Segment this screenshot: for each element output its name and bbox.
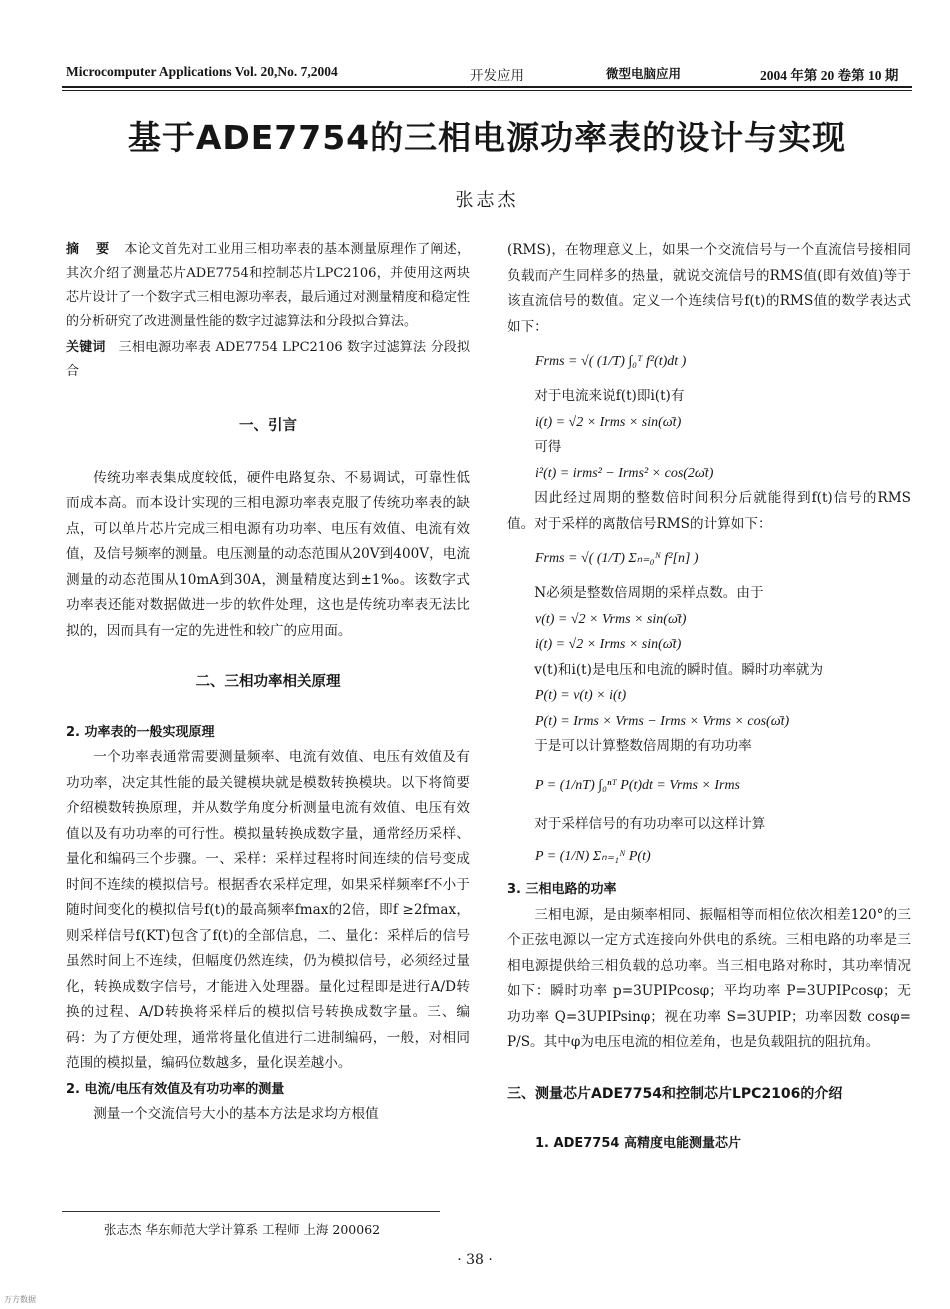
sampled-power-text: 对于采样信号的有功功率可以这样计算 bbox=[534, 815, 766, 832]
footnote-rule bbox=[62, 1211, 440, 1212]
subsection-heading-rms: 2. 电流/电压有效值及有功功率的测量 bbox=[66, 1081, 285, 1097]
keywords bbox=[66, 336, 470, 384]
author-footnote: 张志杰 华东师范大学计算系 工程师 上海 200062 bbox=[104, 1222, 381, 1237]
instant-power-text: v(t)和i(t)是电压和电流的瞬时值。瞬时功率就为 bbox=[534, 661, 824, 678]
section-heading-chips: 三、测量芯片ADE7754和控制芯片LPC2106的介绍 bbox=[507, 1085, 843, 1102]
equation-current-2: i(t) = √2 × Irms × sin(ω̄t) bbox=[535, 637, 682, 652]
equation-instant-power-expanded: P(t) = Irms × Vrms − Irms × Vrms × cos(ω̄t) bbox=[535, 713, 790, 729]
article-title: 基于ADE7754的三相电源功率表的设计与实现 bbox=[127, 118, 847, 157]
subsection-heading-ade7754: 1. ADE7754 高精度电能测量芯片 bbox=[535, 1136, 741, 1151]
header-rule-thin bbox=[62, 90, 912, 91]
principle-paragraph: 一个功率表通常需要测量频率、电流有效值、电压有效值及有功功率，决定其性能的最关键模块就是模数转换模块。以下将简要介绍模数转换原理，并从数学角度分析测量电流有效值、电压有效值以及有功功率的可行性。模拟量转换成数字量，通常经历采样、量化和编码三个步骤。一、采样：采样过程将时间连续的信号变成时间不连续的模拟信号。根据香农采样定理，如果采样频率f不小于随时间变化的模拟信号f(t)的最高频率fmax的2倍，即f ≥2fmax，则采样信号f(KT)包含了f(t)的全部信息，二、量化：采样后的信号虽然时间上不连续，但幅度仍然连续，仍为模拟信号，必须经过量化，转换成数字信号，才能进入处理器。量化过程即是进行A/D转换的过程、A/D转换将采样后的模拟信号转换成数字量。三、编码：为了方便处理，通常将量化值进行二进制编码，一般，对相同范围的模拟量，编码位数越多，量化误差越小。 bbox=[66, 749, 470, 1071]
issue-info: 2004 年第 20 卷第 10 期 bbox=[760, 68, 899, 83]
equation-voltage: v(t) = √2 × Vrms × sin(ω̄t) bbox=[535, 611, 687, 627]
rms-paragraph-start: 测量一个交流信号大小的基本方法是求均方根值 bbox=[93, 1106, 379, 1122]
section-heading-principle: 二、三相功率相关原理 bbox=[195, 674, 341, 690]
equation-frms-discrete: Frms = √( (1/T) Σₙ₌₀ᴺ f²[n] ) bbox=[535, 551, 699, 566]
current-text: 对于电流来说f(t)即i(t)有 bbox=[534, 388, 685, 404]
equation-sampled-power: P = (1/N) Σₙ₌₁ᴺ P(t) bbox=[535, 849, 651, 864]
rms-paragraph-cont: (RMS)，在物理意义上，如果一个交流信号与一个直流信号接相同负载而产生同样多的热量，就说交流信号的RMS值(即有效值)等于该直流信号的数值。定义一个连续信号f(t)的RMS值的数学表达式如下： bbox=[507, 242, 911, 335]
equation-current: i(t) = √2 × Irms × sin(ω̄t) bbox=[535, 414, 682, 430]
journal-name-en: Microcomputer Applications Vol. 20,No. 7,2004 bbox=[66, 64, 338, 79]
left-column bbox=[66, 238, 470, 1128]
equation-instant-power: P(t) = v(t) × i(t) bbox=[535, 688, 627, 703]
intro-paragraph: 传统功率表集成度较低，硬件电路复杂、不易调试，可靠性低而成本高。而本设计实现的三相电源功率表克服了传统功率表的缺点，可以单片芯片完成三相电源有功功率、电压有效值、电流有效值，及信号频率的测量。电压测量的动态范围从20V到400V，电流测量的动态范围从10mA到30A，测量精度达到±1‰。该数字式功率表还能对数据做进一步的软件处理，这也是传统功率表无法比拟的，因而具有一定的先进性和较广的应用面。 bbox=[66, 469, 470, 639]
three-phase-paragraph: 三相电源，是由频率相同、振幅相等而相位依次相差120°的三个正弦电源以一定方式连接向外供电的系统。三相电路的功率是三相电源提供给三相负载的总功率。当三相电路对称时，其功率情况如下：瞬时功率 p=3UPIPcosφ；平均功率 P=3UPIPcosφ；无功功率 Q=3UPIPsinφ；视在功率 S=3UPIP；功率因数 cosφ= P/S。其中φ为电压电流的相位差角，也是负载阻抗的阻抗角。 bbox=[507, 906, 911, 1050]
article-author: 张志杰 bbox=[455, 190, 519, 211]
sample-points-text: N必须是整数倍周期的采样点数。由于 bbox=[534, 585, 764, 601]
subsection-heading-three-phase: 3. 三相电路的功率 bbox=[507, 882, 617, 897]
active-power-text: 于是可以计算整数倍周期的有功功率 bbox=[534, 738, 752, 754]
page-number: · 38 · bbox=[457, 1252, 493, 1268]
header-rule bbox=[62, 86, 912, 88]
journal-section: 开发应用 bbox=[470, 68, 524, 84]
abstract bbox=[66, 238, 470, 334]
abstract-label: 摘 要 bbox=[66, 242, 116, 257]
abstract-text: 本论文首先对工业用三相功率表的基本测量原理作了阐述，其次介绍了测量芯片ADE7754和控制芯片LPC2106，并使用这两块芯片设计了一个数字式三相电源功率表，最后通过对测量精度和稳定性的分析研究了改进测量性能的数字过滤算法和分段拟合算法。 bbox=[66, 242, 471, 329]
subsection-heading-general: 2. 功率表的一般实现原理 bbox=[66, 724, 215, 740]
keywords-label: 关键词 bbox=[66, 340, 106, 355]
derive-text: 可得 bbox=[534, 439, 562, 455]
keywords-text: 三相电源功率表 ADE7754 LPC2106 数字过滤算法 分段拟合 bbox=[66, 340, 470, 379]
journal-name-cn: 微型电脑应用 bbox=[606, 67, 682, 81]
watermark: 万方数据 bbox=[4, 1295, 36, 1304]
equation-current-squared: i²(t) = irms² − Irms² × cos(2ω̄t) bbox=[535, 465, 714, 481]
section-heading-intro: 一、引言 bbox=[239, 418, 297, 434]
equation-frms-continuous: Frms = √( (1/T) ∫₀ᵀ f²(t)dt ) bbox=[535, 354, 687, 369]
equation-active-power: P = (1/nT) ∫₀ⁿᵀ P(t)dt = Vrms × Irms bbox=[535, 777, 741, 793]
discrete-rms-paragraph: 因此经过周期的整数倍时间积分后就能得到f(t)信号的RMS值。对于采样的离散信号RMS的计算如下： bbox=[507, 490, 911, 532]
right-column bbox=[507, 238, 911, 1157]
